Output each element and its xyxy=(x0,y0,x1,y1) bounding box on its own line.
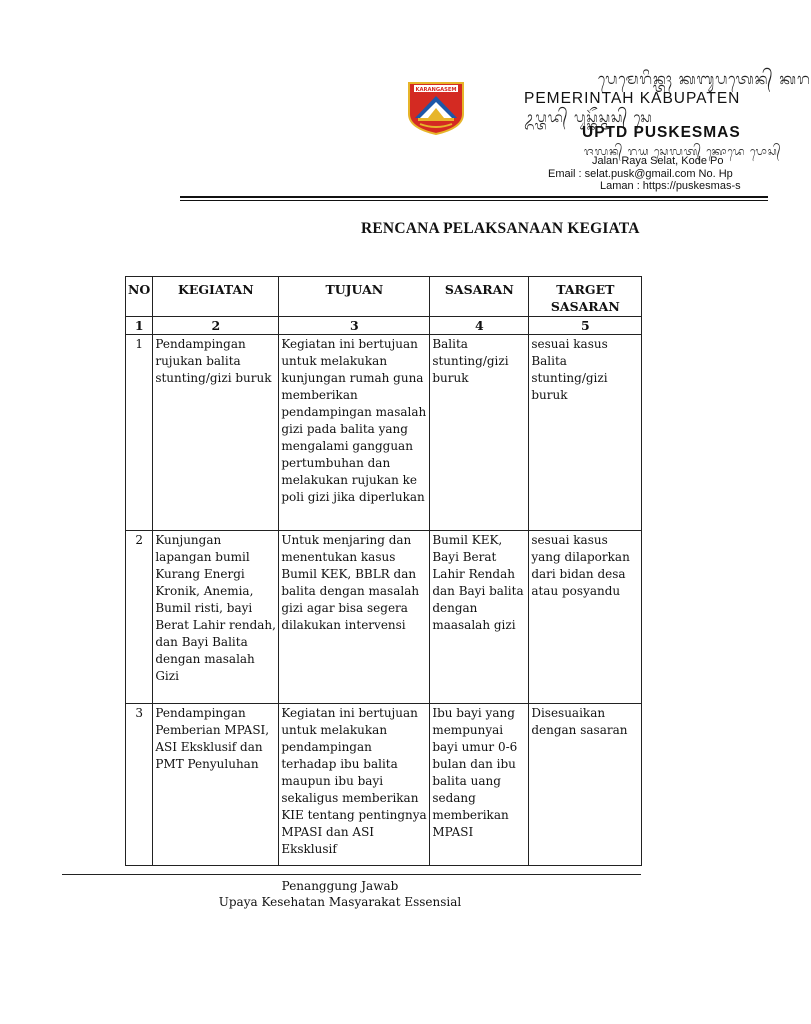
karangasem-emblem-icon xyxy=(406,80,466,136)
table-bottom-rule xyxy=(62,874,641,875)
institution-name: UPTD PUSKESMAS xyxy=(582,124,741,141)
column-number: 5 xyxy=(529,317,642,335)
table-header-row xyxy=(126,277,642,317)
row-kegiatan: Kunjungan lapangan bumil Kurang Energi Kronik, Anemia, Bumil risti, bayi Berat Lahir rendah, dan Bayi Balita dengan masalah Gizi xyxy=(153,531,279,704)
row-target: Disesuaikan dengan sasaran xyxy=(529,704,642,866)
header-tujuan: TUJUAN xyxy=(279,277,430,317)
balinese-script-line: ᬧᬾᬫᬾᬭᬶᬦ᭄ᬢᬄ ᬓᬩᬸᬧᬢᬾᬦ᭄ ᬓᬭ xyxy=(598,70,811,88)
signature-unit: Upaya Kesehatan Masyarakat Essensial xyxy=(218,895,462,909)
letterhead-divider xyxy=(180,200,768,201)
row-tujuan: Kegiatan ini bertujuan untuk melakukan kunjungan rumah guna memberikan pendampingan masalah gizi pada balita yang mengalami gangguan pertumbuhan dan melakukan rujukan ke poli gizi jika diperlukan xyxy=(279,335,430,531)
balinese-script-line: ᬚᬮᬦ᭄ ᬭᬬ ᬲᬾᬮᬢ᭄ ᬓᭀᬤᬾ ᬧᭀᬲ᭄ xyxy=(584,145,782,158)
address-line: Jalan Raya Selat, Kode Po xyxy=(592,155,724,167)
column-number-row xyxy=(126,317,642,335)
column-number: 2 xyxy=(153,317,279,335)
header-target: TARGET SASARAN xyxy=(529,277,642,317)
column-number: 3 xyxy=(279,317,430,335)
table-row xyxy=(126,704,642,866)
table-row xyxy=(126,531,642,704)
row-no: 3 xyxy=(126,704,153,866)
header-no: NO xyxy=(126,277,153,317)
table-row xyxy=(126,335,642,531)
row-sasaran: Bumil KEK, Bayi Berat Lahir Rendah dan Bayi balita dengan maasalah gizi xyxy=(430,531,529,704)
row-no: 1 xyxy=(126,335,153,531)
row-target: sesuai kasus yang dilaporkan dari bidan desa atau posyandu xyxy=(529,531,642,704)
column-number: 1 xyxy=(126,317,153,335)
letterhead-divider xyxy=(180,196,768,198)
balinese-script-line: ᬉᬧ᭄ᬢᬤ᭄ ᬧᬸᬲ᭄ᬓᭂᬲ᭄ᬫᬲ᭄ ᬲᬾ xyxy=(524,110,653,126)
email-line: Email : selat.pusk@gmail.com No. Hp xyxy=(548,168,733,180)
row-target: sesuai kasus Balita stunting/gizi buruk xyxy=(529,335,642,531)
row-tujuan: Untuk menjaring dan menentukan kasus Bumil KEK, BBLR dan balita dengan masalah gizi agar bisa segera dilakukan intervensi xyxy=(279,531,430,704)
row-kegiatan: Pendampingan rujukan balita stunting/gizi buruk xyxy=(153,335,279,531)
signature-title: Penanggung Jawab xyxy=(281,879,399,893)
activity-plan-table xyxy=(125,276,642,866)
row-tujuan: Kegiatan ini bertujuan untuk melakukan pendampingan terhadap ibu balita maupun ibu bayi sekaligus memberikan KIE tentang pentingnya MPASI dan ASI Eksklusif xyxy=(279,704,430,866)
header-kegiatan: KEGIATAN xyxy=(153,277,279,317)
row-sasaran: Ibu bayi yang mempunyai bayi umur 0-6 bulan dan ibu balita uang sedang memberikan MPASI xyxy=(430,704,529,866)
document-title: RENCANA PELAKSANAAN KEGIATA xyxy=(361,220,640,237)
website-line: Laman : https://puskesmas-s xyxy=(600,180,741,192)
government-name: PEMERINTAH KABUPATEN xyxy=(524,90,741,107)
row-kegiatan: Pendampingan Pemberian MPASI, ASI Eksklusif dan PMT Penyuluhan xyxy=(153,704,279,866)
header-sasaran: SASARAN xyxy=(430,277,529,317)
emblem-label: KARANGASEM xyxy=(415,87,457,93)
row-no: 2 xyxy=(126,531,153,704)
column-number: 4 xyxy=(430,317,529,335)
row-sasaran: Balita stunting/gizi buruk xyxy=(430,335,529,531)
